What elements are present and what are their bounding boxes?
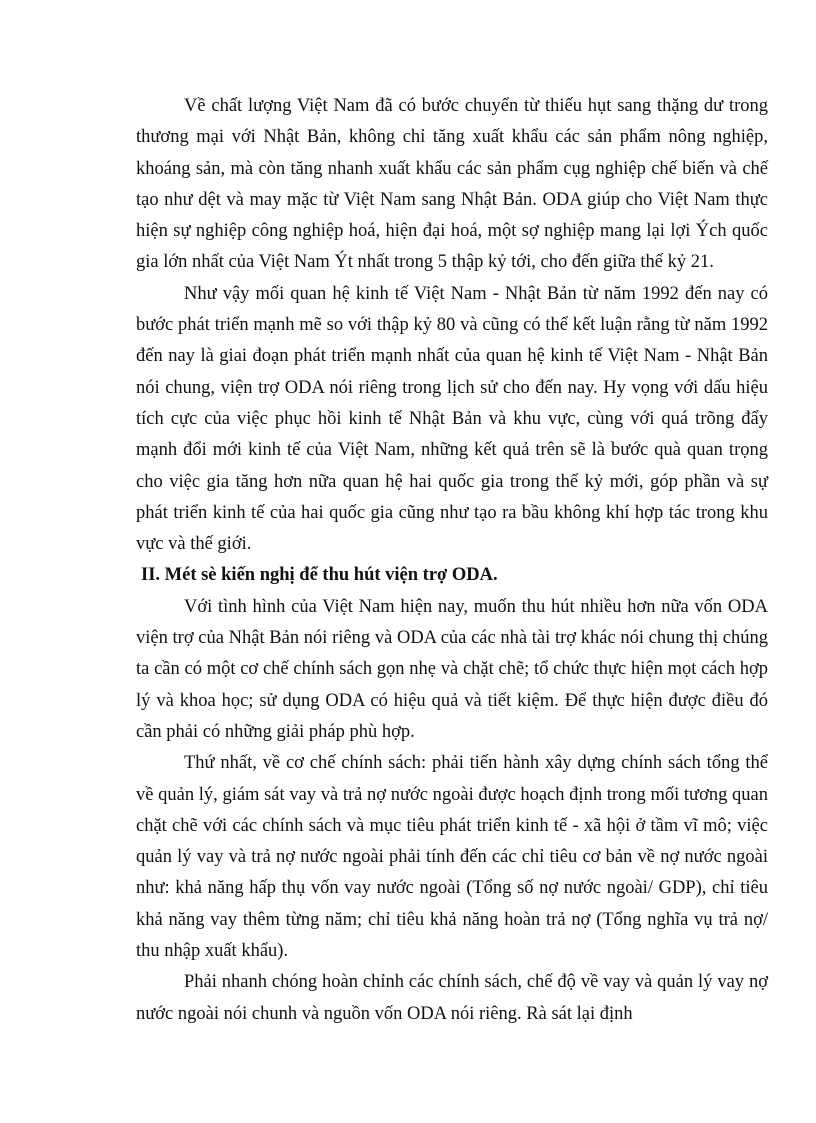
paragraph-relations-summary: Như vậy mối quan hệ kinh tế Việt Nam - Nhật Bản từ năm 1992 đến nay có bước phát triển mạnh mẽ so với thập kỷ 80 và cũng có thể kết luận rằng từ năm 1992 đến nay là giai đoạn phát triển mạnh nhất của quan hệ kinh tế Việt Nam - Nhật Bản nói chung, viện trợ ODA nói riêng trong lịch sử cho đến nay. Hy vọng với dấu hiệu tích cực của việc phục hồi kinh tế Nhật Bản và khu vực, cùng với quá trõng đẩy mạnh đổi mới kinh tế của Việt Nam, những kết quả trên sẽ là bước quà quan trọng cho việc gia tăng hơn nữa quan hệ hai quốc gia trong thế kỷ mới, góp phần và sự phát triển kinh tế của hai quốc gia cũng như tạo ra bầu không khí hợp tác trong khu vực và thế giới. bbox=[136, 283, 768, 555]
paragraph-trade-quality: Về chất lượng Việt Nam đã có bước chuyển từ thiếu hụt sang thặng dư trong thương mại với Nhật Bản, không chỉ tăng xuất khẩu các sản phẩm nông nghiệp, khoáng sản, mà còn tăng nhanh xuất khẩu các sản phẩm cụg nghiệp chế biến và chế tạo như dệt và may mặc từ Việt Nam sang Nhật Bản. ODA giúp cho Việt Nam thực hiện sự nghiệp công nghiệp hoá, hiện đại hoá, một sợ nghiệp mang lại lợi Ých quốc gia lớn nhất của Việt Nam Ýt nhất trong 5 thập kỷ tới, cho đến giữa thế kỷ 21. bbox=[136, 96, 768, 273]
paragraph-policy-mechanism: Thứ nhất, về cơ chế chính sách: phải tiến hành xây dựng chính sách tổng thể về quản lý, giám sát vay và trả nợ nước ngoài được hoạch định trong mối tương quan chặt chẽ với các chính sách và mục tiêu phát triển kinh tế - xã hội ở tầm vĩ mô; việc quản lý vay và trả nợ nước ngoài phải tính đến các chỉ tiêu cơ bản về nợ nước ngoài như: khả năng hấp thụ vốn vay nước ngoài (Tổng số nợ nước ngoài/ GDP), chỉ tiêu khả năng vay thêm từng năm; chỉ tiêu khả năng hoàn trả nợ (Tổng nghĩa vụ trả nợ/ thu nhập xuất khẩu). bbox=[136, 753, 768, 962]
document-body bbox=[136, 91, 768, 1030]
paragraph-policy-completion: Phải nhanh chóng hoàn chỉnh các chính sách, chế độ về vay và quản lý vay nợ nước ngoài nói chunh và nguồn vốn ODA nói riêng. Rà sát lại định bbox=[136, 972, 768, 1024]
section-heading: II. Mét sè kiến nghị để thu hút viện trợ ODA. bbox=[141, 565, 498, 586]
paragraph-current-situation: Với tình hình của Việt Nam hiện nay, muốn thu hút nhiều hơn nữa vốn ODA viện trợ của Nhật Bản nói riêng và ODA của các nhà tài trợ khác nói chung thị chúng ta cần có một cơ chế chính sách gọn nhẹ và chặt chẽ; tổ chức thực hiện mọt cách hợp lý và khoa học; sử dụng ODA có hiệu quả và tiết kiệm. Để thực hiện được điều đó cần phải có những giải pháp phù hợp. bbox=[136, 596, 768, 742]
